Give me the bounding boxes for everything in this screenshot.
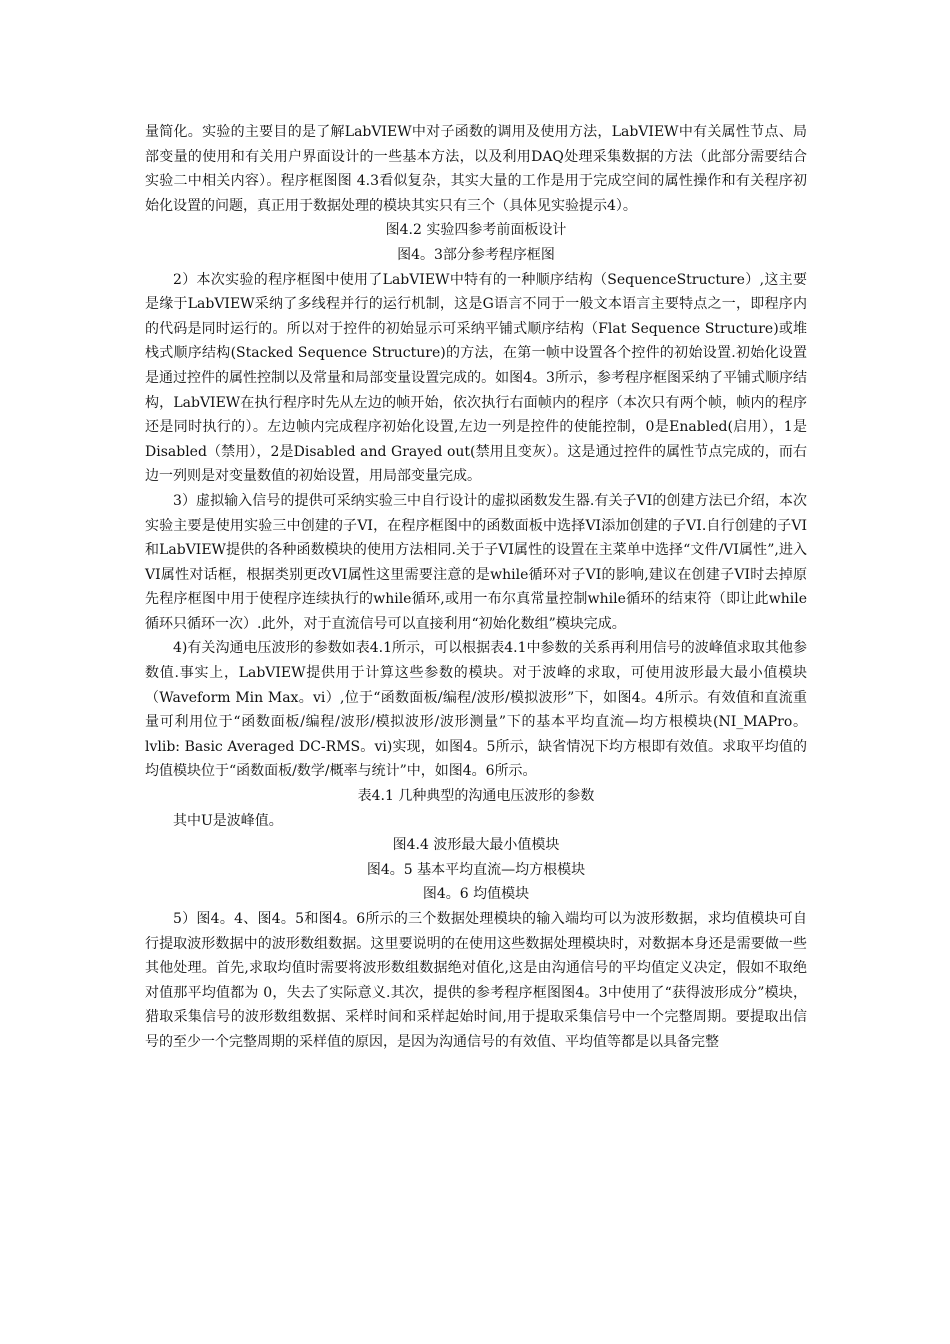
paragraph-note: 其中U是波峰值。: [173, 812, 283, 829]
caption-figure-4-3: 图4。3部分参考程序框图: [397, 246, 555, 263]
document-page: [145, 120, 807, 1055]
caption-figure-4-2: 图4.2 实验四参考前面板设计: [385, 222, 567, 239]
paragraph-item-4: 4)有关沟通电压波形的参数如表4.1所示，可以根据表4.1中参数的关系再利用信号的波峰值求取其他参数值.事实上，LabVIEW提供用于计算这些参数的模块。对于波峰的求取，可使用波形最大最小值模块（Waveform Min Max。vi）,位于“函数面板/编程/波形/模拟波形”下，如图4。4所示。有效值和直流重量可利用位于“函数面板/编程/波形/模拟波形/波形测量”下的基本平均直流—均方根模块(NI_MAPro。lvlib: Basic Averaged DC-RMS。vi)实现，如图4。5所示，缺省情况下均方根即有效值。求取平均值的均值模块位于“函数面板/数学/概率与统计”中，如图4。6所示。: [145, 640, 807, 780]
caption-figure-4-5: 图4。5 基本平均直流—均方根模块: [366, 861, 586, 878]
paragraph-item-5: 5）图4。4、图4。5和图4。6所示的三个数据处理模块的输入端均可以为波形数据，求均值模块可自行提取波形数据中的波形数组数据。这里要说明的在使用这些数据处理模块时，对数据本身还是需要做一些其他处理。首先,求取均值时需要将波形数组数据绝对值化,这是由沟通信号的平均值定义决定，假如不取绝对值那平均值都为 0，失去了实际意义.其次，提供的参考程序框图图4。3中使用了“获得波形成分”模块，猎取采集信号的波形数组数据、采样时间和采样起始时间,用于提取采集信号中一个完整周期。要提取出信号的至少一个完整周期的采样值的原因，是因为沟通信号的有效值、平均值等都是以具备完整: [145, 911, 807, 1050]
caption-table-4-1: 表4.1 几种典型的沟通电压波形的参数: [357, 788, 595, 805]
paragraph-item-3: 3）虚拟输入信号的提供可采纳实验三中自行设计的虚拟函数发生器.有关子VI的创建方法已介绍，本次实验主要是使用实验三中创建的子VI，在程序框图中的函数面板中选择VI添加创建的子VI.自行创建的子VI和LabVIEW提供的各种函数模块的使用方法相同.关于子VI属性的设置在主菜单中选择“文件/VI属性”,进入VI属性对话框，根据类别更改VI属性这里需要注意的是while循环对子VI的影响,建议在创建子VI时去掉原先程序框图中用于使程序连续执行的while循环,或用一布尔真常量控制while循环的结束符（即让此while循环只循环一次）.此外，对于直流信号可以直接利用“初始化数组”模块完成。: [145, 492, 807, 632]
caption-figure-4-4: 图4.4 波形最大最小值模块: [392, 837, 560, 854]
paragraph-intro: 量简化。实验的主要目的是了解LabVIEW中对子函数的调用及使用方法，LabVIEW中有关属性节点、局部变量的使用和有关用户界面设计的一些基本方法，以及利用DAQ处理采集数据的方法（此部分需要结合实验二中相关内容）。程序框图图 4.3看似复杂，其实大量的工作是用于完成空间的属性操作和有关程序初始化设置的问题，真正用于数据处理的模块其实只有三个（具体见实验提示4）。: [145, 124, 807, 214]
caption-figure-4-6: 图4。6 均值模块: [422, 886, 530, 903]
paragraph-item-2: 2）本次实验的程序框图中使用了LabVIEW中特有的一种顺序结构（SequenceStructure）,这主要是缘于LabVIEW采纳了多线程并行的运行机制，这是G语言不同于一般文本语言主要特点之一，即程序内的代码是同时运行的。所以对于控件的初始显示可采纳平铺式顺序结构（Flat Sequence Structure)或堆栈式顺序结构(Stacked Sequence Structure)的方法，在第一帧中设置各个控件的初始设置.初始化设置是通过控件的属性控制以及常量和局部变量设置完成的。如图4。3所示，参考程序框图采纳了平铺式顺序结构，LabVIEW在执行程序时先从左边的帧开始，依次执行右面帧内的程序（本次只有两个帧，帧内的程序还是同时执行的）。左边帧内完成程序初始化设置,左边一列是控件的使能控制，0是Enabled(启用），1是Disabled（禁用），2是Disabled and Grayed out(禁用且变灰）。这是通过控件的属性节点完成的，而右边一列则是对变量数值的初始设置，用局部变量完成。: [145, 271, 807, 485]
